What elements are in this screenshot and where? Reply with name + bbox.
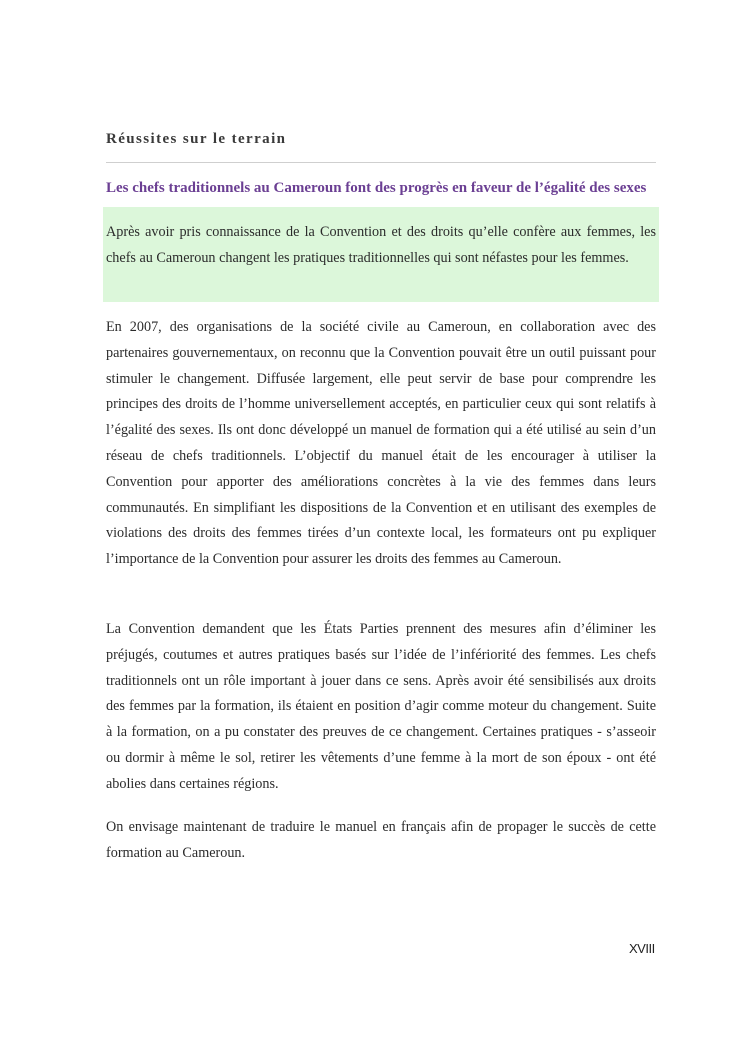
- section-title: Réussites sur le terrain: [106, 131, 287, 147]
- body-paragraph-1: En 2007, des organisations de la société civile au Cameroun, en collaboration avec des partenaires gouvernementaux, on reconnu que la Convention pouvait être un outil puissant pour stimuler le changement. Diffusée largement, elle peut servir de base pour comprendre les principes des droits de l’homme universellement acceptés, en particulier ceux qui sont relatifs à l’égalité des sexes. Ils ont donc développé un manuel de formation qui a été utilisé au sein d’un réseau de chefs traditionnels. L’objectif du manuel était de les encourager à utiliser la Convention pour apporter des améliorations concrètes à la vie des femmes dans leurs communautés. En simplifiant les dispositions de la Convention et en utilisant des exemples de violations des droits des femmes tirées d’un contexte local, les formateurs ont pu expliquer l’importance de la Convention pour assurer les droits des femmes au Cameroun.: [106, 319, 656, 568]
- section-divider: [106, 162, 656, 163]
- article-headline: Les chefs traditionnels au Cameroun font des progrès en faveur de l’égalité des sexes: [106, 180, 647, 196]
- summary-text: Après avoir pris connaissance de la Convention et des droits qu’elle confère aux femmes, les chefs au Cameroun changent les pratiques traditionnelles qui sont néfastes pour les femmes.: [106, 224, 656, 266]
- page-number: XVIII: [629, 941, 655, 956]
- body-paragraph-3: On envisage maintenant de traduire le manuel en français afin de propager le succès de cette formation au Cameroun.: [106, 819, 656, 861]
- body-paragraph-2: La Convention demandent que les États Parties prennent des mesures afin d’éliminer les préjugés, coutumes et autres pratiques basés sur l’idée de l’infériorité des femmes. Les chefs traditionnels ont un rôle important à jouer dans ce sens. Après avoir été sensibilisés aux droits des femmes par la formation, ils étaient en position d’agir comme moteur du changement. Suite à la formation, on a pu constater des preuves de ce changement. Certaines pratiques - s’asseoir ou dormir à même le sol, retirer les vêtements d’une femme à la mort de son époux - ont été abolies dans certaines régions.: [106, 621, 656, 792]
- summary-box: [103, 207, 659, 302]
